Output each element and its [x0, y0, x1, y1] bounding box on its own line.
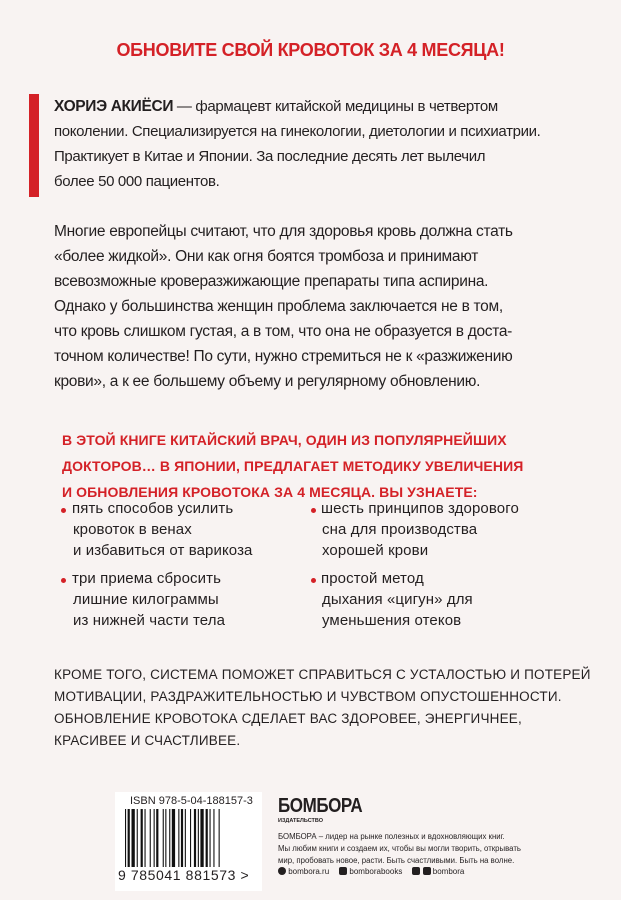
barcode-bar — [210, 809, 211, 867]
bullet-dot-icon — [61, 578, 66, 583]
publisher-about: БОМБОРА – лидер на рынке полезных и вдохновляющих книг. — [278, 832, 505, 841]
bullet-text: хорошей крови — [322, 542, 429, 559]
barcode-block — [115, 792, 262, 891]
publisher-sub: ИЗДАТЕЛЬСТВО — [278, 818, 324, 824]
globe-icon — [278, 867, 286, 875]
paragraph-line: «более жидкой». Они как огня боятся тромбоза и принимают — [54, 248, 479, 265]
author-name: ХОРИЭ АКИЁСИ — [54, 98, 174, 115]
paragraph-line: Многие европейцы считают, что для здоровья кровь должна стать — [54, 223, 513, 240]
barcode-bar — [213, 809, 214, 867]
barcode-bar — [172, 809, 175, 867]
barcode-bar — [132, 809, 135, 867]
highlight-line: В ЭТОЙ КНИГЕ КИТАЙСКИЙ ВРАЧ, ОДИН ИЗ ПОПУЛЯРНЕЙШИХ — [62, 432, 507, 448]
telegram-icon — [423, 867, 431, 875]
highlight-line: ДОКТОРОВ… В ЯПОНИИ, ПРЕДЛАГАЕТ МЕТОДИКУ УВЕЛИЧЕНИЯ — [62, 458, 524, 474]
barcode-bar — [154, 809, 155, 867]
isbn-digits: 9 785041 881573 > — [118, 867, 250, 883]
barcode-bar — [141, 809, 143, 867]
telegram-link[interactable]: bombora — [412, 867, 464, 876]
bullet-text: шесть принципов здорового — [321, 500, 519, 517]
bullet-text: уменьшения отеков — [322, 612, 462, 629]
bio-line: поколении. Специализируется на гинекологии, диетологии и психиатрии. — [54, 123, 541, 140]
bullet-text: дыхания «цигун» для — [322, 591, 473, 608]
bullet-dot-icon — [61, 508, 66, 513]
paragraph-line: крови», а к ее большему объему и регулярному обновлению. — [54, 373, 481, 390]
publisher-logo: БОМБОРА — [278, 795, 363, 817]
closing-line: КРАСИВЕЕ И СЧАСТЛИВЕЕ. — [54, 733, 241, 748]
barcode-bar — [137, 809, 138, 867]
barcode-bar — [200, 809, 203, 867]
bullet-text: кровоток в венах — [73, 521, 192, 538]
paragraph-line: всевозможные кроверазжижающие препараты типа аспирина. — [54, 273, 489, 290]
barcode-bar — [178, 809, 179, 867]
bullet-text: простой метод — [321, 570, 424, 587]
accent-bar — [29, 94, 39, 197]
plus-icon — [412, 867, 420, 875]
publisher-about: мир, пробовать новое, расти. Быть счастливыми. Быть на волне. — [278, 856, 515, 865]
barcode-bar — [169, 809, 170, 867]
bio-line: Практикует в Китае и Японии. За последние десять лет вылечил — [54, 148, 486, 165]
barcode-bar — [156, 809, 158, 867]
bullet-text: и избавиться от варикоза — [73, 542, 253, 559]
barcode-bar — [206, 809, 208, 867]
paragraph-line: Однако у большинства женщин проблема заключается не в том, — [54, 298, 503, 315]
vk-link[interactable]: bomborabooks — [339, 867, 402, 876]
closing-line: КРОМЕ ТОГО, СИСТЕМА ПОМОЖЕТ СПРАВИТЬСЯ С УСТАЛОСТЬЮ И ПОТЕРЕЙ — [54, 667, 591, 682]
bullet-text: три приема сбросить — [72, 570, 222, 587]
bullet-text: сна для производства — [322, 521, 478, 538]
bullet-text: из нижней части тела — [73, 612, 226, 629]
barcode-bar — [219, 809, 220, 867]
barcode-bar — [190, 809, 191, 867]
barcode-bar — [128, 809, 130, 867]
isbn-label: ISBN 978-5-04-188157-3 — [130, 795, 253, 807]
paragraph-line: что кровь слишком густая, а в том, что она не образуется в доста- — [54, 323, 513, 340]
barcode-bar — [165, 809, 166, 867]
barcode-bar — [185, 809, 186, 867]
website-link[interactable]: bombora.ru — [278, 867, 329, 876]
highlight-line: И ОБНОВЛЕНИЯ КРОВОТОКА ЗА 4 МЕСЯЦА. ВЫ УЗНАЕТЕ: — [62, 484, 478, 500]
barcode-bar — [145, 809, 146, 867]
bullet-text: пять способов усилить — [72, 500, 234, 517]
barcode-icon — [123, 809, 251, 869]
closing-line: ОБНОВЛЕНИЕ КРОВОТОКА СДЕЛАЕТ ВАС ЗДОРОВЕЕ, ЭНЕРГИЧНЕЕ, — [54, 711, 522, 726]
paragraph-line: точном количестве! По сути, нужно стремиться не к «разжижению — [54, 348, 513, 365]
barcode-bar — [163, 809, 164, 867]
headline: ОБНОВИТЕ СВОЙ КРОВОТОК ЗА 4 МЕСЯЦА! — [116, 40, 505, 60]
bio-text: — фармацевт китайской медицины в четвертом — [173, 98, 498, 115]
bio-line: более 50 000 пациентов. — [54, 173, 220, 190]
publisher-links — [278, 867, 464, 876]
barcode-bar — [125, 809, 126, 867]
publisher-about: Мы любим книги и создаем их, чтобы вы могли творить, открывать — [278, 844, 521, 853]
barcode-bar — [198, 809, 199, 867]
vk-icon — [339, 867, 347, 875]
bio-line — [54, 98, 498, 116]
closing-line: МОТИВАЦИИ, РАЗДРАЖИТЕЛЬНОСТЬЮ И ЧУВСТВОМ ОПУСТОШЕННОСТИ. — [54, 689, 562, 704]
barcode-bar — [181, 809, 183, 867]
bullet-dot-icon — [311, 508, 316, 513]
barcode-bar — [150, 809, 151, 867]
bullet-text: лишние килограммы — [73, 591, 219, 608]
bullet-dot-icon — [311, 578, 316, 583]
barcode-bar — [194, 809, 196, 867]
